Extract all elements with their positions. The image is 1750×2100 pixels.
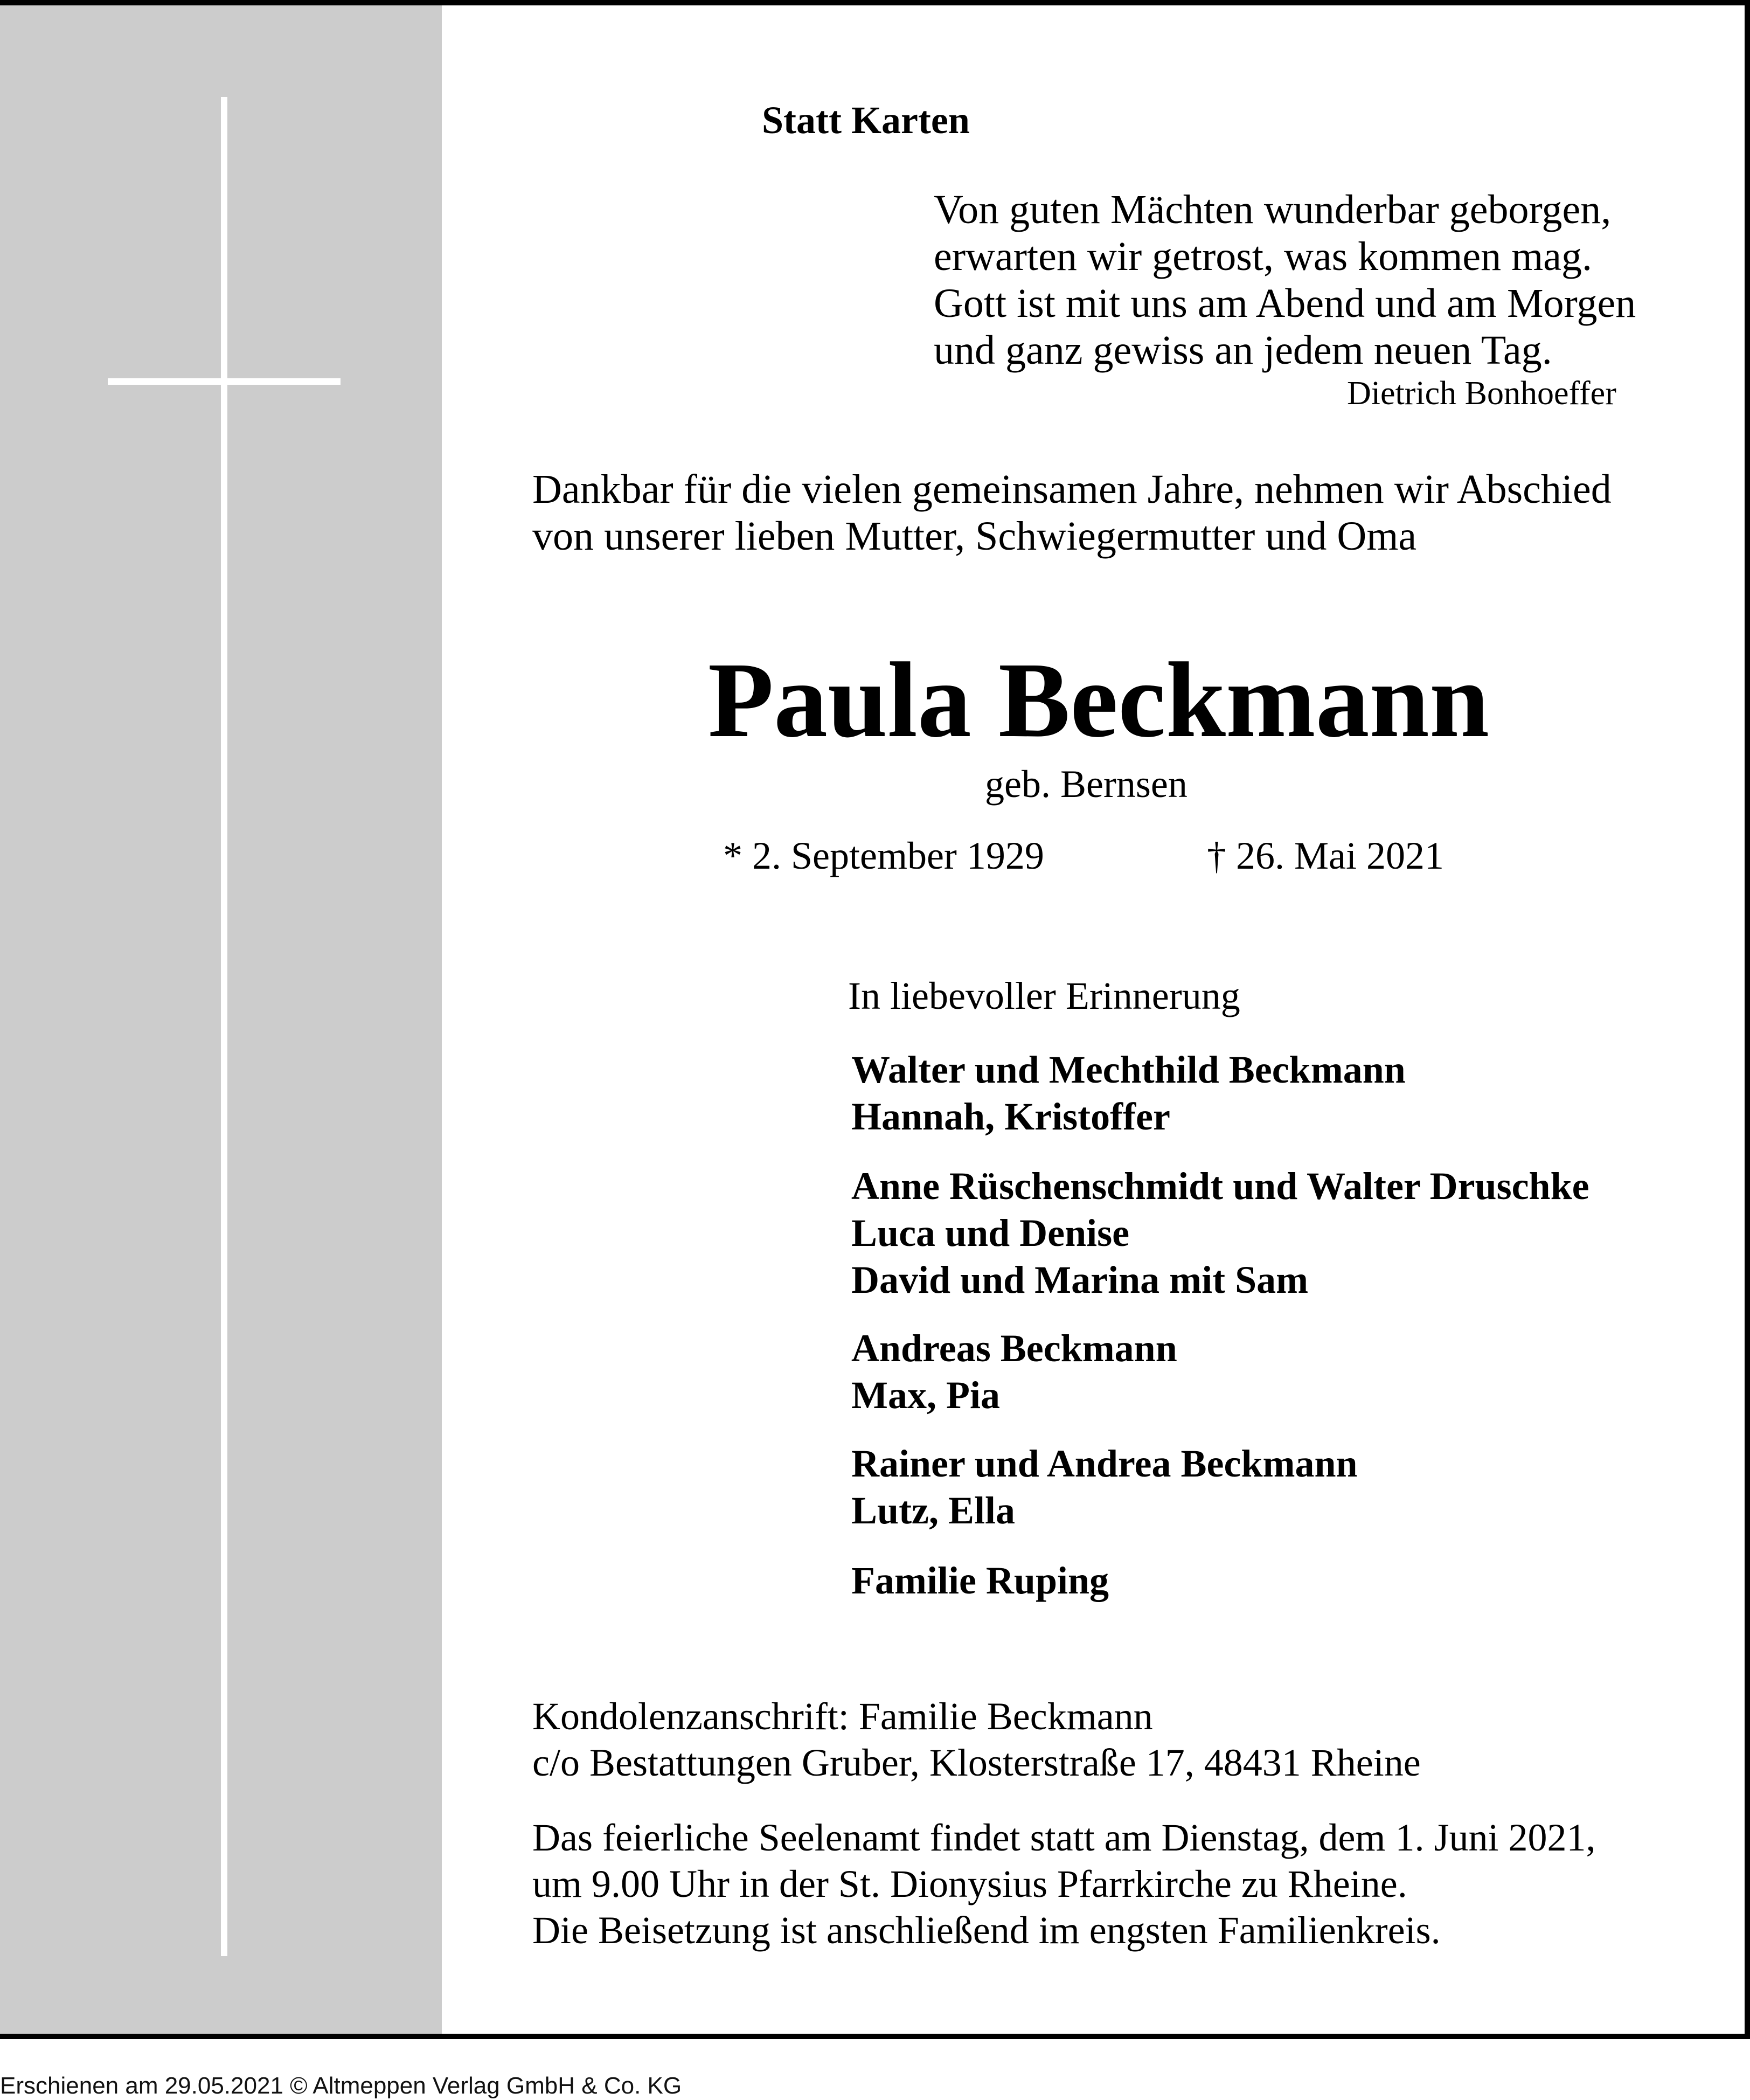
notice-heading: Statt Karten	[762, 99, 970, 142]
intro-text	[532, 466, 1612, 560]
deceased-name: Paula Beckmann	[707, 641, 1490, 760]
family-group	[851, 1557, 1109, 1604]
maiden-name: geb. Bernsen	[985, 763, 1188, 806]
remembrance-line: In liebevoller Erinnerung	[848, 974, 1240, 1017]
service-line: um 9.00 Uhr in der St. Dionysius Pfarrkirche zu Rheine.	[532, 1862, 1407, 1905]
intro-line: von unserer lieben Mutter, Schwiegermutter und Oma	[532, 514, 1417, 559]
poem-line: und ganz gewiss an jedem neuen Tag.	[934, 328, 1552, 373]
service-line: Die Beisetzung ist anschließend im engsten Familienkreis.	[532, 1909, 1441, 1952]
address-line: c/o Bestattungen Gruber, Klosterstraße 17, 48431 Rheine	[532, 1741, 1421, 1784]
poem-line: Gott ist mit uns am Abend und am Morgen	[934, 281, 1636, 326]
family-group	[851, 1440, 1358, 1534]
family-line: Rainer und Andrea Beckmann	[851, 1442, 1358, 1485]
cross-icon	[221, 97, 227, 1956]
death-date: † 26. Mai 2021	[1207, 834, 1444, 877]
cross-icon-crossbar	[108, 378, 341, 385]
family-line: Walter und Mechthild Beckmann	[851, 1048, 1406, 1091]
family-group	[851, 1046, 1406, 1140]
side-band	[0, 5, 442, 2034]
family-line: Familie Ruping	[851, 1559, 1109, 1602]
publication-footer: Erschienen am 29.05.2021 © Altmeppen Verlag GmbH & Co. KG	[0, 2073, 682, 2099]
family-line: Luca und Denise	[851, 1211, 1130, 1255]
service-info	[532, 1814, 1595, 1953]
family-group	[851, 1163, 1589, 1304]
family-line: Andreas Beckmann	[851, 1327, 1177, 1370]
address-line: Kondolenzanschrift: Familie Beckmann	[532, 1695, 1153, 1738]
family-line: Anne Rüschenschmidt und Walter Druschke	[851, 1165, 1589, 1208]
condolence-address	[532, 1693, 1421, 1786]
family-line: Lutz, Ella	[851, 1489, 1016, 1532]
poem-line: Von guten Mächten wunderbar geborgen,	[934, 187, 1612, 232]
family-line: David und Marina mit Sam	[851, 1258, 1309, 1301]
poem-author: Dietrich Bonhoeffer	[1347, 375, 1616, 412]
family-line: Max, Pia	[851, 1374, 1000, 1417]
birth-date: * 2. September 1929	[723, 834, 1044, 877]
service-line: Das feierliche Seelenamt findet statt am Dienstag, dem 1. Juni 2021,	[532, 1816, 1596, 1859]
poem	[934, 186, 1636, 374]
family-line: Hannah, Kristoffer	[851, 1095, 1170, 1138]
poem-line: erwarten wir getrost, was kommen mag.	[934, 234, 1592, 279]
intro-line: Dankbar für die vielen gemeinsamen Jahre, nehmen wir Abschied	[532, 467, 1612, 512]
family-group	[851, 1325, 1177, 1419]
